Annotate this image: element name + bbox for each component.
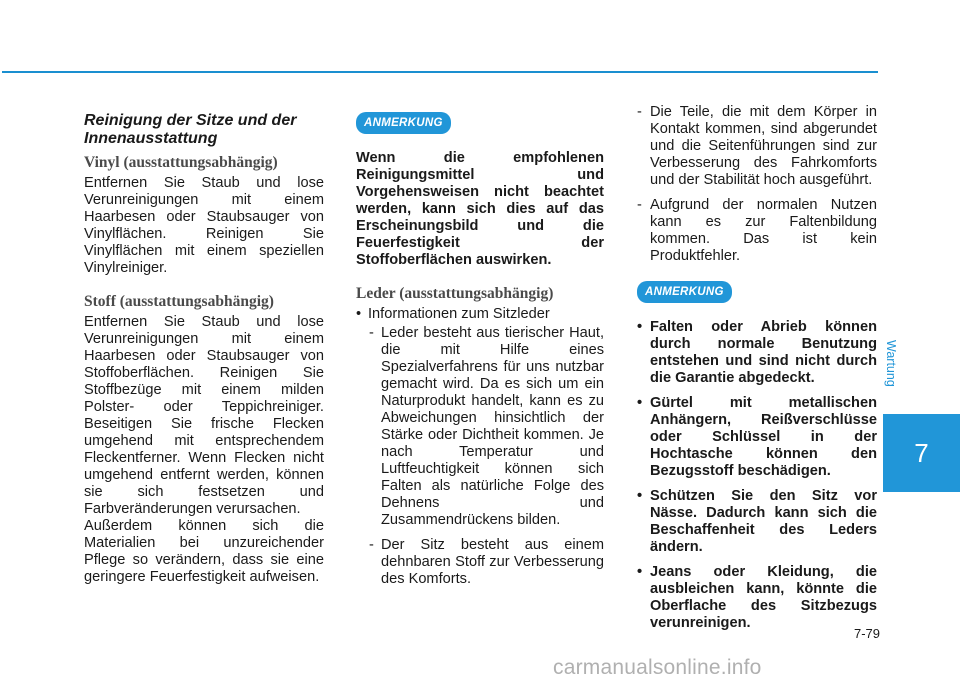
note-bullet-3: • Schützen Sie den Sitz vor Nässe. Dadurch kann sich die Beschaffenheit des Leders ändern. [637, 488, 877, 556]
watermark: carmanualsonline.info [553, 656, 762, 679]
leder-dash-1: - Leder besteht aus tierischer Haut, die mit Hilfe eines Spezialverfahrens für uns nutzbar gemacht wird. Da es sich um ein Naturprodukt handelt, kann es zu Abweichungen hinsichtlich der Stärke oder Dichtheit kommen. Je nach Temperatur und Luftfeuchtigkeit können sich Falten als natürliche Folge des Dehnens und Zusammendrückens bilden. [356, 325, 604, 529]
leder-dash-2: - Der Sitz besteht aus einem dehnbaren Stoff zur Verbesserung des Komforts. [356, 537, 604, 588]
stoff-paragraph-2: Außerdem können sich die Materialien bei unzureichender Pflege so verändern, dass sie eine geringere Feuerfestigkeit aufweisen. [84, 518, 324, 585]
column-middle [356, 104, 604, 596]
leder-heading: Leder (ausstattungsabhängig) [356, 285, 554, 302]
note-badge-wrapper-2 [637, 273, 877, 319]
note-bullet-2: • Gürtel mit metallischen Anhängern, Reißverschlüsse oder Schlüssel in der Hochtasche können den Bezugsstoff beschädigen. [637, 395, 877, 480]
note-bullet-4: • Jeans oder Kleidung, die ausbleichen kann, könnte die Oberflache des Sitzbezugs verunreinigen. [637, 564, 877, 632]
seat-dash-1: - Die Teile, die mit dem Körper in Kontakt kommen, sind abgerundet und die Seitenführungen sind zur Verbesserung des Fahrkomforts und der Stabilität hoch ausgeführt. [637, 104, 877, 189]
stoff-heading: Stoff (ausstattungsabhängig) [84, 293, 274, 310]
note-text: Wenn die empfohlenen Reinigungsmittel und Vorgehensweisen nicht beachtet werden, kann sich dies auf das Erscheinungsbild und die Feuerfestigkeit der Stoffoberflächen auswirken. [356, 150, 604, 268]
note-badge-2: ANMERKUNG [637, 281, 732, 303]
note-badge-wrapper [356, 104, 604, 150]
header-rule [2, 71, 878, 73]
section-side-label: Wartung [884, 340, 898, 387]
section-title: Reinigung der Sitze und der Innenausstattung [84, 112, 297, 147]
vinyl-heading: Vinyl (ausstattungsabhängig) [84, 154, 278, 171]
chapter-tab: 7 [883, 414, 960, 492]
vinyl-paragraph: Entfernen Sie Staub und lose Verunreinigungen mit einem Haarbesen oder Staubsauger von Vinylflächen. Reinigen Sie Vinylflächen mit einem speziellen Vinylreiniger. [84, 175, 324, 276]
stoff-paragraph-1: Entfernen Sie Staub und lose Verunreinigungen mit einem Haarbesen oder Staubsauger von Stoffoberflächen. Reinigen Sie Stoffbezüge mit einem milden Polster- oder Teppichreiniger. Beseitigen Sie frische Flecken umgehend mit entsprechendem Fleckentferner. Wenn Flecken nicht umgehend entfernt werden, können sie sich festsetzen und Farbveränderungen verursachen. [84, 314, 324, 517]
page-number: 7-79 [853, 626, 880, 641]
note-badge: ANMERKUNG [356, 112, 451, 134]
column-left [84, 104, 324, 602]
note-bullet-1: • Falten oder Abrieb können durch normale Benutzung entstehen und sind nicht durch die Garantie abgedeckt. [637, 319, 877, 387]
column-right [637, 104, 877, 640]
leder-info-bullet: • Informationen zum Sitzleder [356, 306, 604, 323]
seat-dash-2: - Aufgrund der normalen Nutzen kann es zur Faltenbildung kommen. Das ist kein Produktfehler. [637, 197, 877, 265]
